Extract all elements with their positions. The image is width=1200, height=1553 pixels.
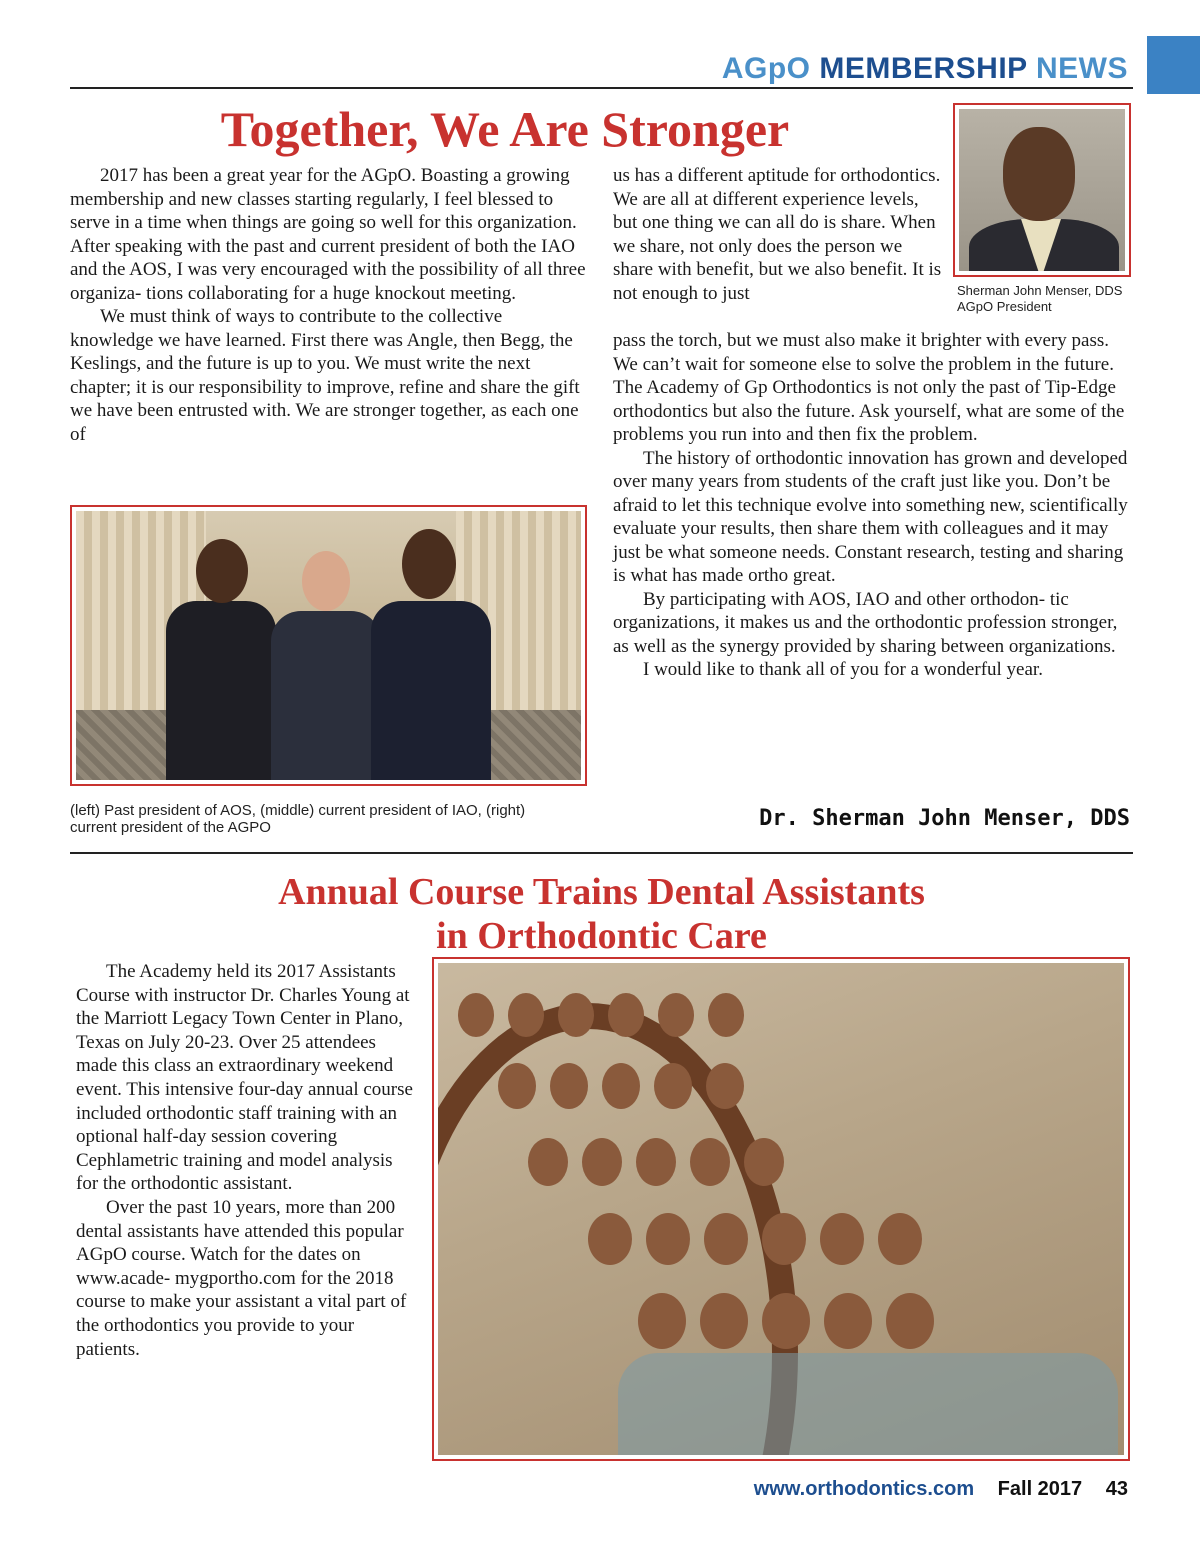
section-suffix: NEWS [1036, 52, 1128, 85]
article2-paragraph: The Academy held its 2017 Assistants Course with instructor Dr. Charles Young at the Marriott Legacy Town Center in Plano, Texas on July 20-23. Over 25 attendees made this class an extraordinary weekend event. This intensive four-day annual course included orthodontic staff training with an optional half-day session covering Cephlametric training and model analysis for the orthodontic assistant. [76, 961, 413, 1195]
assistants-group-photo [438, 963, 1124, 1455]
presidents-photo-frame [70, 505, 587, 786]
section-header [722, 52, 1128, 86]
portrait-caption-title: AGpO President [957, 299, 1052, 314]
portrait-caption-name: Sherman John Menser, DDS [957, 283, 1123, 298]
article1-paragraph: We must think of ways to contribute to the collective knowledge we have learned. First there was Angle, then Begg, the Keslings, and the future is up to you. We must write the next chapter; it is our responsibility to improve, refine and share the gift we have been entrusted with. We are stronger together, as each one of [70, 306, 580, 445]
section-prefix: AGpO [721, 52, 811, 85]
article2-paragraph: Over the past 10 years, more than 200 dental assistants have attended this popular AGpO course. Watch for the dates on www.acade- mygportho.com for the 2018 course to make your assistant a vital part of the orthodontics you provide to your patients. [76, 1196, 407, 1360]
article1-column2-top [613, 164, 943, 305]
page-number: 43 [1105, 1478, 1128, 1500]
president-portrait-frame [953, 103, 1131, 277]
article2-body [76, 960, 416, 1361]
article2-title-line2: in Orthodontic Care [436, 915, 767, 957]
header-rule [70, 87, 1133, 89]
article2-title [70, 870, 1133, 958]
article1-paragraph: 2017 has been a great year for the AGpO. Boasting a growing membership and new classes starting regularly, I feel blessed to serve in a time when things are going so well for this organization. After speaking with the past and current president of both the IAO and the AOS, I was very encouraged with the possibility of all three organiza- tions collaborating for a huge knockout meeting. [70, 165, 586, 304]
footer-issue: Fall 2017 [997, 1478, 1083, 1500]
assistants-group-photo-frame [432, 957, 1130, 1461]
article-divider [70, 852, 1133, 854]
article1-paragraph: By participating with AOS, IAO and other orthodon- tic organizations, it makes us and the orthodontic profession stronger, as well as the synergy provided by sharing between organizations. [613, 588, 1118, 657]
article1-column2 [613, 329, 1133, 682]
signature: Dr. Sherman John Menser, DDS [759, 806, 1130, 831]
section-main: MEMBERSHIP [819, 52, 1028, 85]
article1-paragraph: pass the torch, but we must also make it brighter with every pass. We can’t wait for someone else to solve the problem in the future. The Academy of Gp Orthodontics is not only the past of Tip-Edge orthodontics but also the future. Ask yourself, what are some of the problems you run into and then fix the problem. [613, 330, 1125, 445]
presidents-photo-caption: (left) Past president of AOS, (middle) current president of IAO, (right) current president of the AGPO [70, 802, 526, 836]
section-tab [1147, 36, 1200, 94]
article2-title-line1: Annual Course Trains Dental Assistants [278, 871, 925, 913]
article1-title: Together, We Are Stronger [220, 101, 790, 157]
presidents-photo [76, 511, 581, 780]
footer-url[interactable]: www.orthodontics.com [753, 1478, 975, 1500]
article1-paragraph: us has a different aptitude for orthodontics. We are all at different experience levels, but one thing we can all do is share. When we share, not only does the person we share with benefit, but we also benefit. It is not enough to just [613, 165, 942, 304]
page-footer [754, 1478, 1128, 1501]
article1-paragraph: The history of orthodontic innovation has grown and developed over many years from students of the craft just like you. Don’t be afraid to let this technique evolve into something new, scientifically evaluate your results, then share them with colleagues and it may just be what someone needs. Constant research, testing and sharing is what has made ortho great. [613, 447, 1128, 586]
article1-column1 [70, 164, 590, 446]
article1-paragraph: I would like to thank all of you for a wonderful year. [643, 659, 1043, 680]
portrait-caption [957, 283, 1137, 315]
president-portrait-photo [959, 109, 1125, 271]
